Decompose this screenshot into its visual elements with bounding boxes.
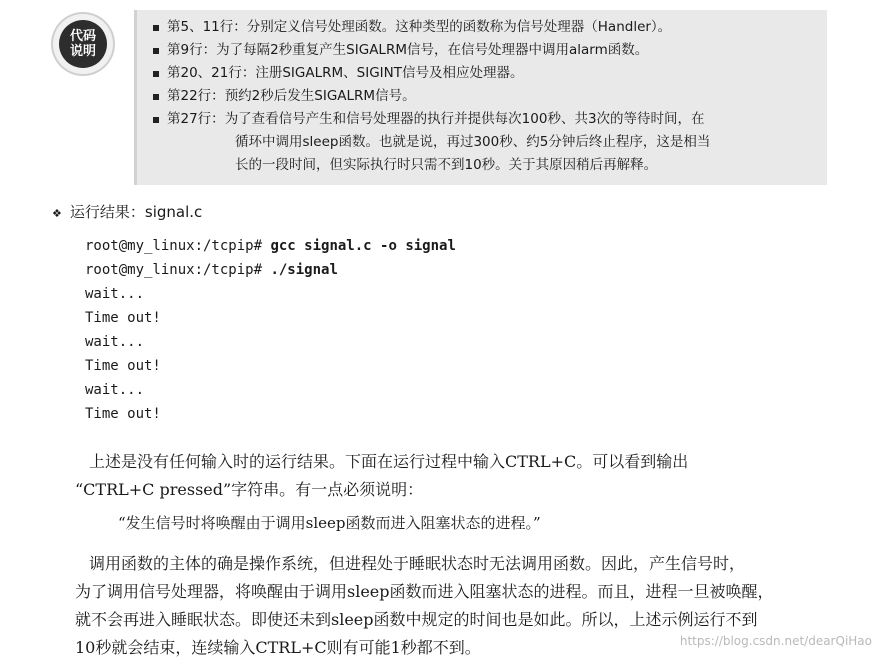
shell-prompt: root@my_linux:/tcpip# xyxy=(85,262,263,278)
command-text: ./signal xyxy=(270,262,338,278)
explanation-item xyxy=(153,39,827,62)
code-explanation-box xyxy=(134,10,827,185)
code-explanation-badge xyxy=(53,14,113,74)
terminal-output xyxy=(85,234,456,426)
explanation-label: 第20、21行： xyxy=(167,65,256,81)
paragraph-1 xyxy=(75,448,805,504)
explanation-text: 预约2秒后发生SIGALRM信号。 xyxy=(224,88,416,104)
badge-line2: 说明 xyxy=(69,44,96,59)
run-result-heading xyxy=(52,200,202,226)
explanation-text: 分别定义信号处理函数。这种类型的函数称为信号处理器（Handler）。 xyxy=(246,19,672,35)
explanation-list xyxy=(137,10,827,177)
watermark-text: https://blog.csdn.net/dearQiHao xyxy=(679,634,872,648)
explanation-continuation: 长的一段时间，但实际执行时只需不到10秒。关于其原因稍后再解释。 xyxy=(235,157,658,173)
explanation-label: 第5、11行： xyxy=(167,19,247,35)
run-result-title: 运行结果：signal.c xyxy=(69,203,203,221)
quote-block: “发生信号时将唤醒由于调用sleep函数而进入阻塞状态的进程。” xyxy=(118,514,541,532)
paragraph-line: 为了调用信号处理器，将唤醒由于调用sleep函数而进入阻塞状态的进程。而且，进程一旦被唤醒， xyxy=(75,582,774,601)
output-line: Time out! xyxy=(85,406,161,422)
diamond-bullet-icon: ❖ xyxy=(52,207,62,220)
shell-prompt: root@my_linux:/tcpip# xyxy=(85,238,263,254)
explanation-item xyxy=(153,85,827,108)
explanation-label: 第22行： xyxy=(167,88,225,104)
paragraph-line: “CTRL+C pressed”字符串。有一点必须说明： xyxy=(75,480,424,499)
command-text: gcc signal.c -o signal xyxy=(270,238,456,254)
output-line: wait... xyxy=(85,286,145,302)
output-line: wait... xyxy=(85,382,145,398)
explanation-text: 为了查看信号产生和信号处理器的执行并提供每次100秒、共3次的等待时间，在 xyxy=(224,111,705,127)
paragraph-line: 就不会再进入睡眠状态。即使还未到sleep函数中规定的时间也是如此。所以，上述示例运行不到 xyxy=(75,610,758,629)
explanation-label: 第27行： xyxy=(167,111,225,127)
explanation-item xyxy=(153,108,827,177)
explanation-text: 注册SIGALRM、SIGINT信号及相应处理器。 xyxy=(255,65,524,81)
explanation-text: 为了每隔2秒重复产生SIGALRM信号，在信号处理器中调用alarm函数。 xyxy=(216,42,649,58)
badge-line1: 代码 xyxy=(69,29,96,44)
explanation-item xyxy=(153,16,827,39)
explanation-continuation: 循环中调用sleep函数。也就是说，再过300秒、约5分钟后终止程序，这是相当 xyxy=(235,134,711,150)
badge-inner xyxy=(59,20,107,68)
paragraph-line: 上述是没有任何输入时的运行结果。下面在运行过程中输入CTRL+C。可以看到输出 xyxy=(89,452,689,471)
command-line xyxy=(85,258,456,282)
paragraph-line: 10秒就会结束，连续输入CTRL+C则有可能1秒都不到。 xyxy=(75,638,481,657)
explanation-item xyxy=(153,62,827,85)
output-line: Time out! xyxy=(85,358,161,374)
output-line: wait... xyxy=(85,334,145,350)
command-line xyxy=(85,234,456,258)
explanation-label: 第9行： xyxy=(167,42,217,58)
output-line: Time out! xyxy=(85,310,161,326)
paragraph-line: 调用函数的主体的确是操作系统，但进程处于睡眠状态时无法调用函数。因此，产生信号时， xyxy=(89,554,746,573)
